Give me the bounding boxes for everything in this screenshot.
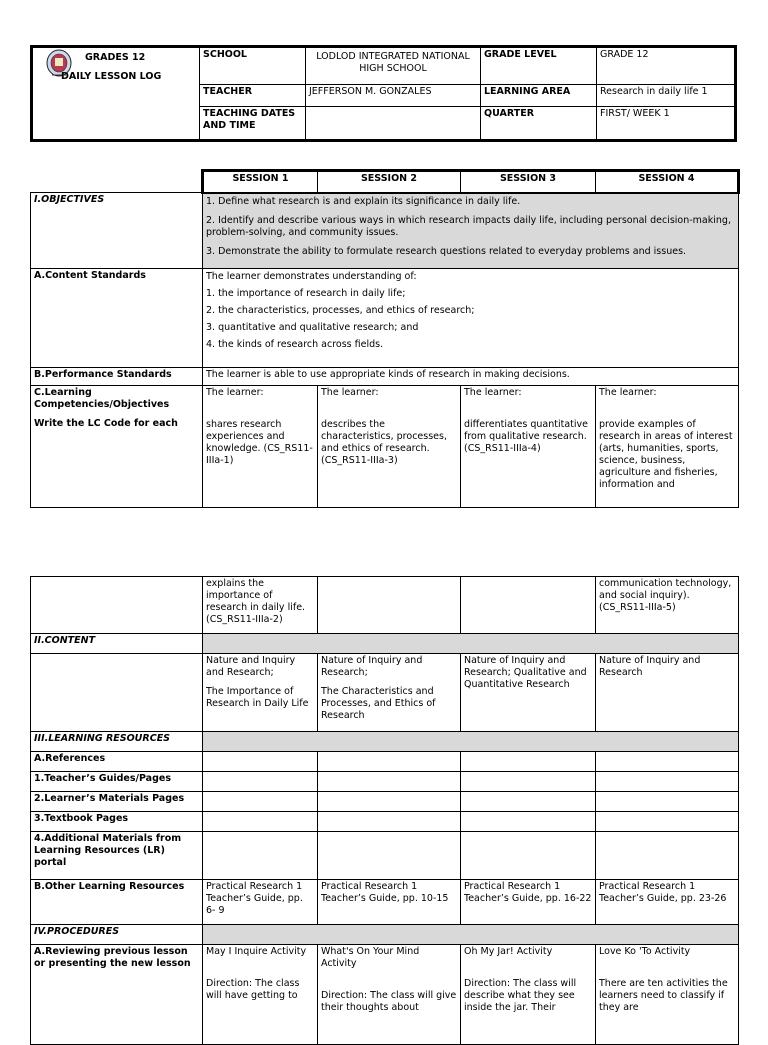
procedure-session-2 (318, 945, 461, 1045)
activity-direction: There are ten activities the learners need to classify if they are (599, 978, 728, 1013)
school-value: LODLOD INTEGRATED NATIONAL HIGH SCHOOL (306, 47, 481, 85)
objective-item: 1. Define what research is and explain its significance in daily life. (206, 195, 521, 207)
content-session-1 (203, 654, 318, 732)
procedures-band (203, 925, 739, 945)
header-dll-title: DAILY LESSON LOG (61, 71, 162, 82)
competency-session-3 (461, 386, 596, 508)
activity-title: May I Inquire Activity (206, 946, 307, 957)
competency-text: shares research experiences and knowledge. (CS_RS11-IIIa-1) (206, 419, 313, 466)
competency-intro: The learner: (464, 387, 522, 398)
competencies-label-cell (31, 386, 203, 508)
lc-code-note: Write the LC Code for each (34, 418, 178, 429)
resources-band (203, 732, 739, 752)
content-standards-list (203, 269, 739, 368)
competency-session-1 (203, 386, 318, 508)
learning-area-label: LEARNING AREA (481, 85, 597, 107)
procedure-session-3 (461, 945, 596, 1045)
grade-level-label: GRADE LEVEL (481, 47, 597, 85)
content-standard-item: The learner demonstrates understanding of: (206, 271, 417, 282)
learning-area-value: Research in daily life 1 (597, 85, 736, 107)
blank-cell (31, 577, 203, 634)
competency-text: provide examples of research in areas of interest (arts, humanities, sports, science, business, agriculture and fisheries, information and (599, 419, 733, 490)
objectives-list (203, 193, 739, 269)
empty-cell (596, 772, 739, 792)
objective-item: 2. Identify and describe various ways in which research impacts daily life, including personal decision-making, problem-solving, and community issues. (206, 214, 731, 238)
content-session-2 (318, 654, 461, 732)
empty-cell (596, 832, 739, 880)
objectives-label: I.OBJECTIVES (31, 193, 203, 269)
header-grades-title: GRADES 12 (85, 52, 146, 63)
teachers-guides-label: 1.Teacher’s Guides/Pages (31, 772, 203, 792)
empty-cell (203, 752, 318, 772)
empty-cell (203, 812, 318, 832)
content-band (203, 634, 739, 654)
competency-session-2 (318, 386, 461, 508)
content-topic: Nature and Inquiry and Research; (206, 655, 296, 678)
competency-cont-session-1: explains the importance of research in daily life. (CS_RS11-IIIa-2) (203, 577, 318, 634)
textbook-label: 3.Textbook Pages (31, 812, 203, 832)
header-table (30, 45, 737, 142)
lesson-table-part1 (30, 169, 740, 508)
other-resource-session-3: Practical Research 1 Teacher’s Guide, pp. 16-22 (461, 880, 596, 925)
competency-intro: The learner: (321, 387, 379, 398)
content-topic: The Characteristics and Processes, and Ethics of Research (321, 686, 436, 721)
empty-cell (318, 752, 461, 772)
performance-standards-label: B.Performance Standards (31, 368, 203, 386)
other-resource-session-1: Practical Research 1 Teacher’s Guide, pp. 6- 9 (203, 880, 318, 925)
competency-session-4 (596, 386, 739, 508)
content-session-4: Nature of Inquiry and Research (596, 654, 739, 732)
procedure-session-4 (596, 945, 739, 1045)
empty-cell (461, 772, 596, 792)
performance-standards-text: The learner is able to use appropriate kinds of research in making decisions. (203, 368, 739, 386)
school-label: SCHOOL (200, 47, 306, 85)
empty-cell (461, 832, 596, 880)
competency-text: differentiates quantitative from qualitative research. (CS_RS11-IIIa-4) (464, 419, 588, 454)
empty-cell (596, 752, 739, 772)
grade-level-value: GRADE 12 (597, 47, 736, 85)
teaching-dates-label: TEACHING DATES AND TIME (200, 107, 306, 141)
empty-cell (318, 812, 461, 832)
empty-cell (203, 772, 318, 792)
teacher-value: JEFFERSON M. GONZALES (306, 85, 481, 107)
session-4-header: SESSION 4 (596, 171, 739, 193)
session-1-header: SESSION 1 (203, 171, 318, 193)
objective-item: 3. Demonstrate the ability to formulate research questions related to everyday problems and issues. (206, 245, 687, 257)
empty-cell (461, 812, 596, 832)
empty-cell (596, 812, 739, 832)
header-title-cell (32, 47, 200, 141)
activity-direction: Direction: The class will describe what they see inside the jar. Their (464, 978, 577, 1013)
empty-cell (461, 792, 596, 812)
activity-title: Oh My Jar! Activity (464, 946, 553, 957)
review-lesson-label: A.Reviewing previous lesson or presenting the new lesson (31, 945, 203, 1045)
empty-cell (461, 752, 596, 772)
learners-materials-label: 2.Learner’s Materials Pages (31, 792, 203, 812)
activity-title: Love Ko 'To Activity (599, 946, 691, 957)
competency-cont-session-2 (318, 577, 461, 634)
activity-direction: Direction: The class will give their thoughts about (321, 990, 457, 1013)
teacher-label: TEACHER (200, 85, 306, 107)
resources-label: III.LEARNING RESOURCES (31, 732, 203, 752)
other-resource-session-2: Practical Research 1 Teacher’s Guide, pp. 10-15 (318, 880, 461, 925)
blank-cell (31, 654, 203, 732)
activity-direction: Direction: The class will have getting to (206, 978, 300, 1001)
empty-cell (596, 792, 739, 812)
additional-materials-label: 4.Additional Materials from Learning Resources (LR) portal (31, 832, 203, 880)
competency-cont-session-3 (461, 577, 596, 634)
content-standards-label: A.Content Standards (31, 269, 203, 368)
other-resource-session-4: Practical Research 1 Teacher’s Guide, pp. 23-26 (596, 880, 739, 925)
competency-intro: The learner: (599, 387, 657, 398)
activity-title: What's On Your Mind Activity (321, 946, 420, 969)
competency-intro: The learner: (206, 387, 264, 398)
other-resources-label: B.Other Learning Resources (31, 880, 203, 925)
session-3-header: SESSION 3 (461, 171, 596, 193)
teaching-dates-value (306, 107, 481, 141)
content-standard-item: 2. the characteristics, processes, and ethics of research; (206, 305, 475, 316)
empty-cell (203, 792, 318, 812)
procedures-label: IV.PROCEDURES (31, 925, 203, 945)
competency-text: describes the characteristics, processes, and ethics of research. (CS_RS11-IIIa-3) (321, 419, 447, 466)
competencies-label: C.Learning Competencies/Objectives (34, 387, 170, 410)
content-session-3: Nature of Inquiry and Research; Qualitative and Quantitative Research (461, 654, 596, 732)
competency-cont-session-4: communication technology, and social inquiry). (CS_RS11-IIIa-5) (596, 577, 739, 634)
content-standard-item: 3. quantitative and qualitative research; and (206, 322, 419, 333)
empty-cell (318, 792, 461, 812)
quarter-value: FIRST/ WEEK 1 (597, 107, 736, 141)
procedure-session-1 (203, 945, 318, 1045)
content-topic: Nature of Inquiry and Research; (321, 655, 423, 678)
empty-cell (318, 832, 461, 880)
session-2-header: SESSION 2 (318, 171, 461, 193)
empty-cell (318, 772, 461, 792)
quarter-label: QUARTER (481, 107, 597, 141)
references-label: A.References (31, 752, 203, 772)
content-label: II.CONTENT (31, 634, 203, 654)
content-standard-item: 4. the kinds of research across fields. (206, 339, 384, 350)
lesson-table-part2 (30, 576, 739, 1045)
content-topic: The Importance of Research in Daily Life (206, 686, 309, 709)
empty-cell (203, 832, 318, 880)
content-standard-item: 1. the importance of research in daily life; (206, 288, 406, 299)
